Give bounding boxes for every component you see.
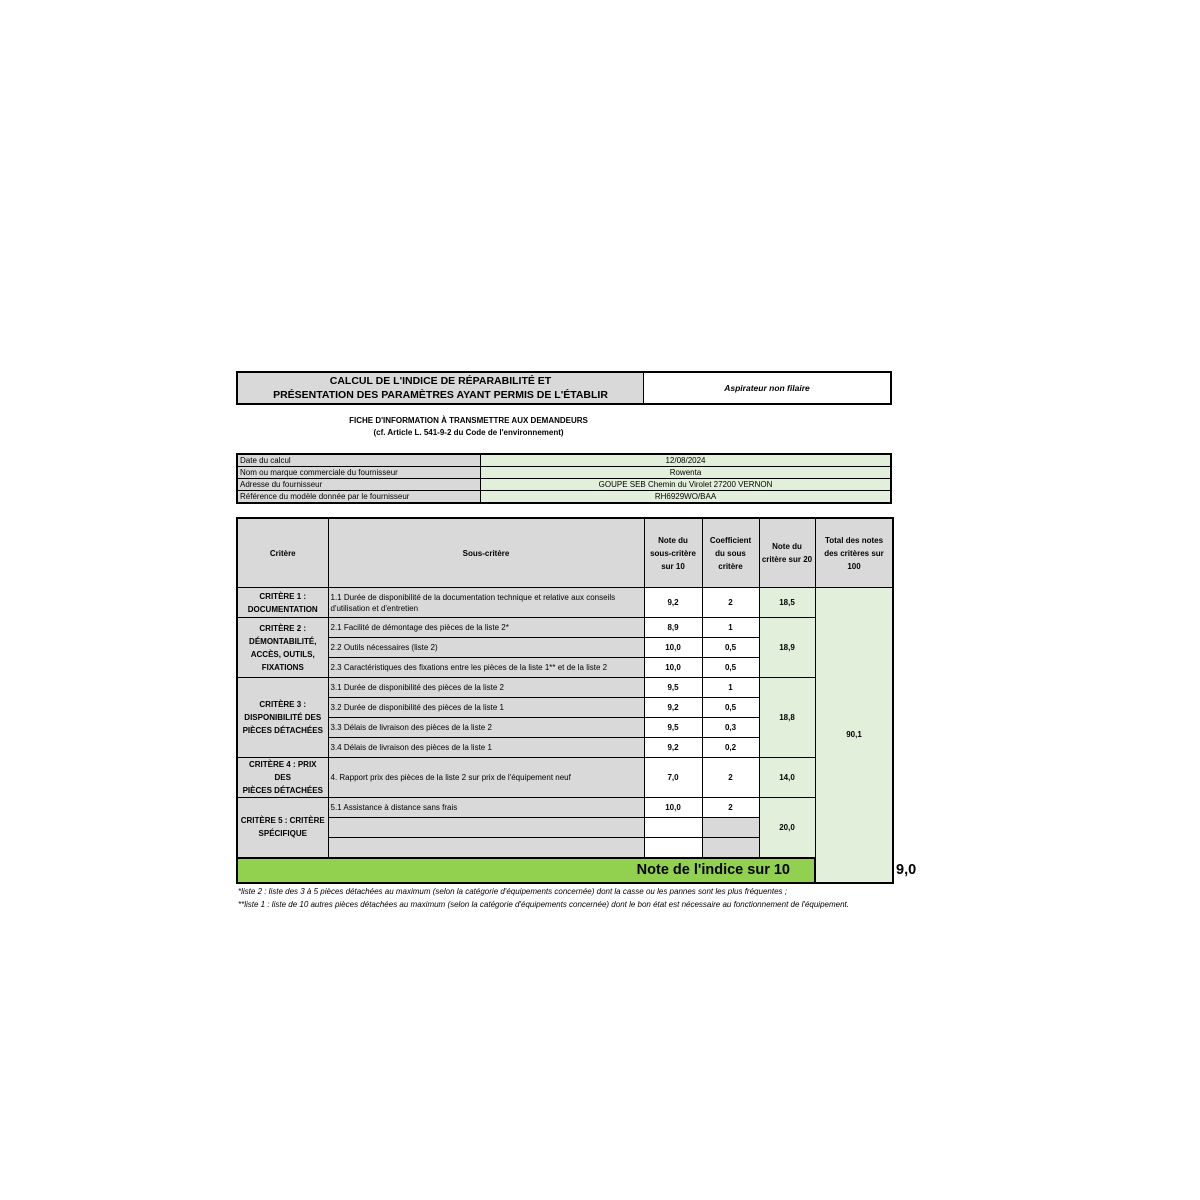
subcriterion-coef: 0,5 — [702, 638, 759, 658]
subcriterion-label: 2.1 Facilité de démontage des pièces de la liste 2* — [328, 618, 644, 638]
info-label: Date du calcul — [237, 454, 481, 467]
criterion-3-name — [237, 678, 328, 758]
criterion-name-line: CRITÈRE 2 : — [259, 623, 307, 633]
total-notes-100: 90,1 — [815, 588, 893, 883]
subcriterion-note: 10,0 — [644, 638, 702, 658]
subcriterion-label: 1.1 Durée de disponibilité de la documentation technique et relative aux conseils d'utilisation et d'entretien — [328, 588, 644, 618]
subcriterion-coef: 2 — [702, 758, 759, 798]
criterion-1-note: 18,5 — [759, 588, 815, 618]
criterion-5-name — [237, 798, 328, 858]
empty-cell — [644, 838, 702, 858]
footnotes — [238, 886, 878, 911]
criterion-name-line: DÉMONTABILITÉ, — [249, 636, 317, 646]
info-label: Adresse du fournisseur — [237, 479, 481, 491]
info-label: Référence du modèle donnée par le fournisseur — [237, 491, 481, 504]
col-header-critere: Critère — [237, 518, 328, 588]
criterion-name-line: CRITÈRE 4 : PRIX DES — [248, 760, 317, 782]
title-line-1: CALCUL DE L'INDICE DE RÉPARABILITÉ ET — [329, 375, 552, 387]
info-row — [237, 491, 891, 504]
criterion-2-name — [237, 618, 328, 678]
footnote-liste-1: **liste 1 : liste de 10 autres pièces détachées au maximum (selon la catégorie d'équipements concernée) dont le bon état est nécessaire au fonctionnement de l'équipement. — [238, 899, 849, 909]
criterion-1-name — [237, 588, 328, 618]
subtitle-line-1: FICHE D'INFORMATION À TRANSMETTRE AUX DEMANDEURS — [349, 416, 588, 425]
empty-cell — [644, 818, 702, 838]
subcriterion-label: 3.4 Délais de livraison des pièces de la liste 1 — [328, 738, 644, 758]
col-header-coefficient: Coefficient du sous critère — [702, 518, 759, 588]
criterion-5-note: 20,0 — [759, 798, 815, 858]
criterion-2-note: 18,9 — [759, 618, 815, 678]
subcriterion-coef: 1 — [702, 618, 759, 638]
indice-row: Note de l'indice sur 10 9,0 — [237, 858, 893, 883]
empty-cell — [328, 818, 644, 838]
table-row — [237, 798, 893, 818]
subcriterion-coef: 2 — [702, 588, 759, 618]
criterion-name-line: DOCUMENTATION — [247, 604, 318, 614]
subtitle — [236, 415, 701, 439]
subcriterion-label: 3.3 Délais de livraison des pièces de la liste 2 — [328, 718, 644, 738]
table-row — [237, 618, 893, 638]
subcriterion-label: 5.1 Assistance à distance sans frais — [328, 798, 644, 818]
info-value: RH6929WO/BAA — [481, 491, 892, 504]
criterion-3-note: 18,8 — [759, 678, 815, 758]
criterion-name-line: PIÈCES DÉTACHÉES — [242, 786, 323, 795]
subcriterion-note: 9,2 — [644, 698, 702, 718]
subcriterion-note: 7,0 — [644, 758, 702, 798]
table-row — [237, 678, 893, 698]
table-row — [237, 758, 893, 798]
title-line-2: PRÉSENTATION DES PARAMÈTRES AYANT PERMIS DE L'ÉTABLIR — [273, 389, 608, 401]
col-header-note-sous-critere: Note du sous-critère sur 10 — [644, 518, 702, 588]
info-value: Rowenta — [481, 467, 892, 479]
subcriterion-note: 8,9 — [644, 618, 702, 638]
criterion-4-name — [237, 758, 328, 798]
subcriterion-note: 9,5 — [644, 678, 702, 698]
subcriterion-label: 2.3 Caractéristiques des fixations entre les pièces de la liste 1** et de la liste 2 — [328, 658, 644, 678]
info-value: GOUPE SEB Chemin du Virolet 27200 VERNON — [481, 479, 892, 491]
info-row — [237, 454, 891, 467]
repairability-table — [236, 517, 917, 884]
subcriterion-note: 9,5 — [644, 718, 702, 738]
criterion-name-line: CRITÈRE 1 : — [259, 591, 307, 601]
criterion-name-line: FIXATIONS — [261, 662, 304, 672]
subcriterion-note: 10,0 — [644, 658, 702, 678]
empty-cell — [702, 838, 759, 858]
criterion-name-line: ACCÈS, OUTILS, — [250, 649, 315, 659]
table-row — [237, 588, 893, 618]
col-header-sous-critere: Sous-critère — [328, 518, 644, 588]
table-header-row — [237, 518, 893, 588]
subcriterion-label: 3.1 Durée de disponibilité des pièces de la liste 2 — [328, 678, 644, 698]
subcriterion-coef: 0,5 — [702, 658, 759, 678]
subcriterion-note: 10,0 — [644, 798, 702, 818]
criterion-4-note: 14,0 — [759, 758, 815, 798]
subcriterion-coef: 0,2 — [702, 738, 759, 758]
criterion-name-line: SPÉCIFIQUE — [258, 829, 307, 839]
indice-label: Note de l'indice sur 10 — [237, 858, 815, 883]
subcriterion-label: 4. Rapport prix des pièces de la liste 2 sur prix de l'équipement neuf — [328, 758, 644, 798]
footnote-liste-2: *liste 2 : liste des 3 à 5 pièces détachées au maximum (selon la catégorie d'équipements concernée) dont la casse ou les pannes sont les plus fréquentes ; — [238, 887, 787, 896]
col-header-total: Total des notes des critères sur 100 — [815, 518, 893, 588]
info-label: Nom ou marque commerciale du fournisseur — [237, 467, 481, 479]
subcriterion-coef: 1 — [702, 678, 759, 698]
info-row — [237, 467, 891, 479]
criterion-name-line: PIÈCES DÉTACHÉES — [242, 726, 323, 735]
product-type: Aspirateur non filaire — [643, 371, 892, 405]
subcriterion-label: 2.2 Outils nécessaires (liste 2) — [328, 638, 644, 658]
supplier-info-table — [236, 453, 892, 504]
info-value: 12/08/2024 — [481, 454, 892, 467]
subcriterion-coef: 2 — [702, 798, 759, 818]
document-title — [236, 371, 644, 405]
criterion-name-line: CRITÈRE 5 : CRITÈRE — [240, 816, 325, 826]
subcriterion-coef: 0,3 — [702, 718, 759, 738]
subtitle-line-2: (cf. Article L. 541-9-2 du Code de l'environnement) — [373, 428, 564, 437]
col-header-note-critere: Note du critère sur 20 — [759, 518, 815, 588]
criterion-name-line: DISPONIBILITÉ DES — [244, 713, 322, 722]
subcriterion-note: 9,2 — [644, 738, 702, 758]
empty-cell — [328, 838, 644, 858]
subcriterion-coef: 0,5 — [702, 698, 759, 718]
criterion-name-line: CRITÈRE 3 : — [259, 700, 307, 709]
empty-cell — [702, 818, 759, 838]
subcriterion-label: 3.2 Durée de disponibilité des pièces de la liste 1 — [328, 698, 644, 718]
subcriterion-note: 9,2 — [644, 588, 702, 618]
info-row — [237, 479, 891, 491]
